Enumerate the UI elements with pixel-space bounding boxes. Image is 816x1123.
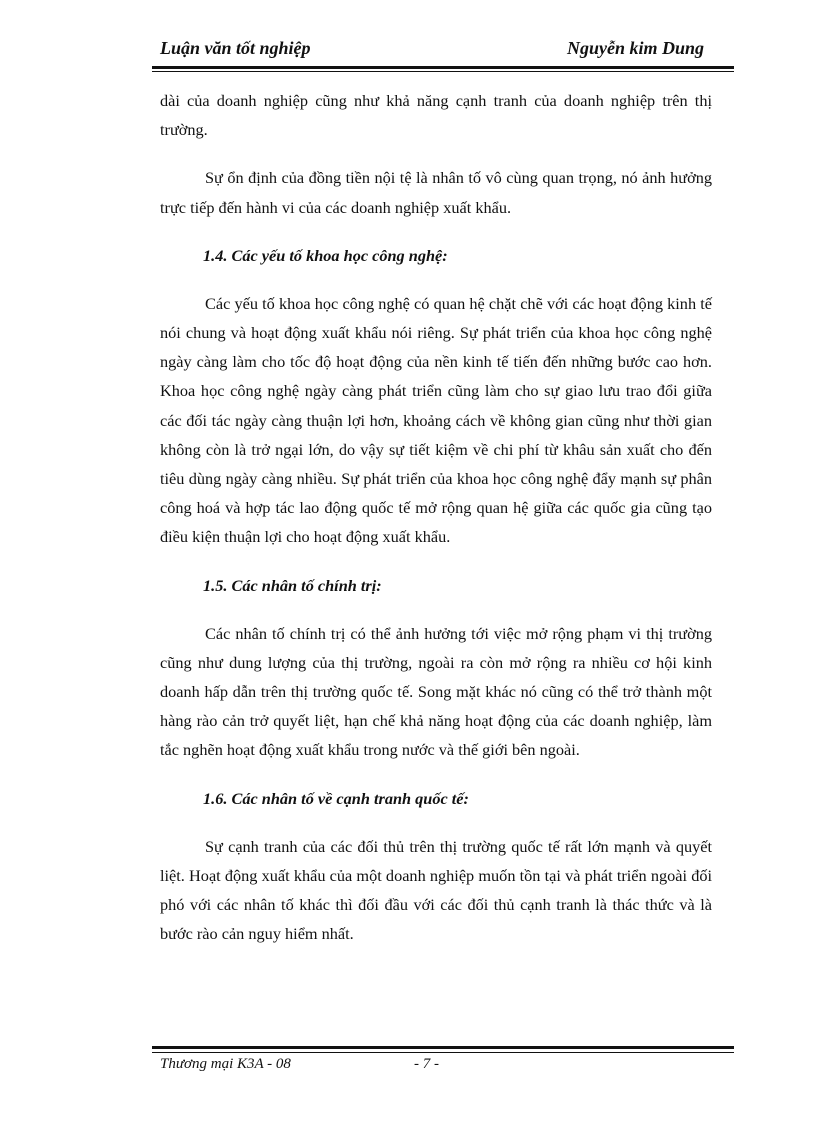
header-thesis-title: Luận văn tốt nghiệp: [160, 38, 311, 58]
header-rule-thin: [152, 71, 734, 72]
heading-section-1-6: 1.6. Các nhân tố về cạnh tranh quốc tế:: [203, 788, 469, 808]
header-rule-thick: [152, 66, 734, 69]
page-header: [152, 38, 734, 66]
paragraph-political-factors: Các nhân tố chính trị có thể ảnh hưởng tới việc mở rộng phạm vi thị trường cũng như dung lượng của thị trường, ngoài ra còn mở rộng ra nhiều cơ hội kinh doanh hấp dẫn trên thị trường quốc tế. Song mặt khác nó cũng có thể trở thành một hàng rào cản trở quyết liệt, hạn chế khả năng hoạt động của các doanh nghiệp, làm tắc nghẽn hoạt động xuất khẩu trong nước và thế giới bên ngoài.: [160, 623, 712, 760]
header-author-name: Nguyễn kim Dung: [566, 38, 704, 58]
footer-rule-thick: [152, 1046, 734, 1049]
footer-department: Thương mại K3A - 08: [160, 1056, 291, 1072]
footer-rule-thin: [152, 1052, 734, 1053]
paragraph-continued: dài của doanh nghiệp cũng như khả năng cạnh tranh của doanh nghiệp trên thị trường.: [160, 91, 712, 140]
paragraph-international-competition: Sự cạnh tranh của các đối thủ trên thị trường quốc tế rất lớn mạnh và quyết liệt. Hoạt động xuất khẩu của một doanh nghiệp muốn tồn tại và phát triển ngoài đối phó với các nhân tố khác thì đối đầu với các đối thủ cạnh tranh là thác thức và là bước rào cản nguy hiểm nhất.: [160, 836, 712, 944]
paragraph-currency-stability: Sự ổn định của đồng tiền nội tệ là nhân tố vô cùng quan trọng, nó ảnh hưởng trực tiếp đến hành vi của các doanh nghiệp xuất khẩu.: [160, 168, 712, 217]
paragraph-science-technology: Các yếu tố khoa học công nghệ có quan hệ chặt chẽ với các hoạt động kinh tế nói chung và hoạt động xuất khẩu nói riêng. Sự phát triển của khoa học công nghệ ngày càng làm cho tốc độ hoạt động của nền kinh tế tiến đến những bước cao hơn. Khoa học công nghệ ngày càng phát triển cũng làm cho sự giao lưu trao đổi giữa các đối tác ngày càng thuận lợi hơn, khoảng cách về không gian cũng như thời gian không còn là trở ngại lớn, do vậy sự tiết kiệm về chi phí từ khâu sản xuất cho đến tiêu dùng ngày càng nhiều. Sự phát triển của khoa học công nghệ đẩy mạnh sự phân công hoá và hợp tác lao động quốc tế mở rộng quan hệ giữa các quốc gia cũng tạo điều kiện thuận lợi cho hoạt động xuất khẩu.: [160, 293, 712, 547]
page-footer: [160, 1056, 720, 1080]
page-body: [160, 86, 712, 948]
heading-section-1-5: 1.5. Các nhân tố chính trị:: [203, 575, 382, 595]
page-number: - 7 -: [414, 1056, 439, 1072]
heading-section-1-4: 1.4. Các yếu tố khoa học công nghệ:: [203, 245, 448, 265]
